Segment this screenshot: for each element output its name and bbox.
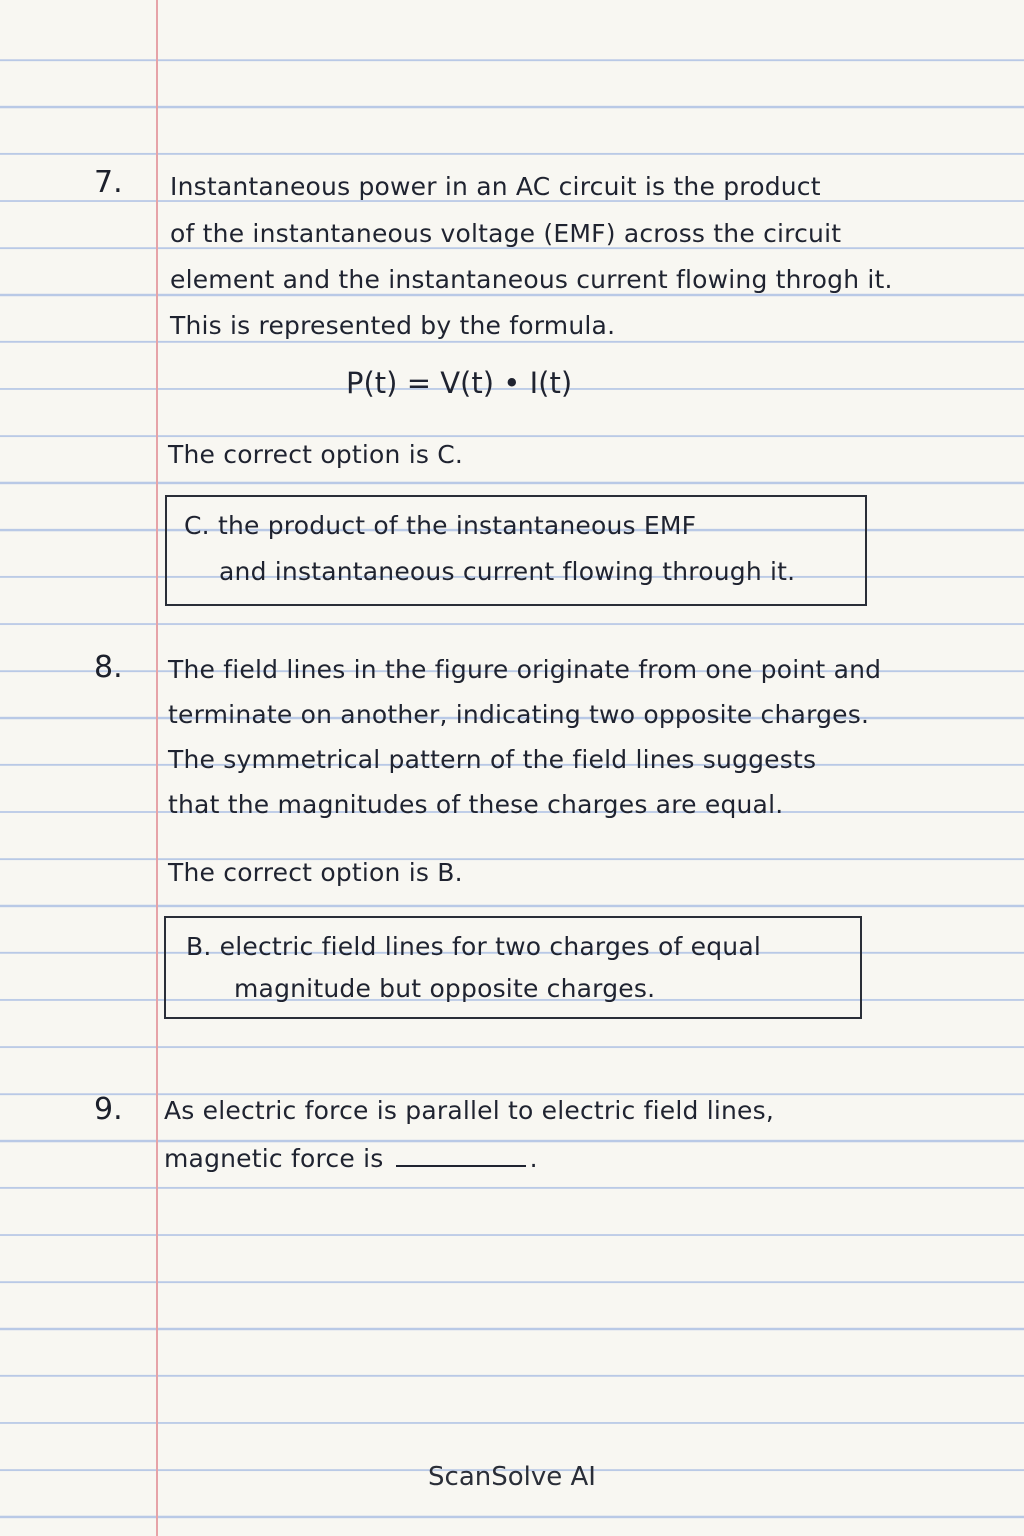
question-7-box-line-1: C. the product of the instantaneous EMF — [184, 511, 697, 540]
question-8-answer-box — [164, 916, 862, 1019]
question-9-line-1: As electric force is parallel to electric field lines, — [164, 1096, 775, 1125]
question-7-answer-box — [165, 495, 867, 606]
question-8-line-4: that the magnitudes of these charges are equal. — [168, 790, 784, 819]
margin-line — [156, 0, 158, 1536]
question-9-line-2 — [164, 1144, 538, 1173]
question-7-line-4: This is represented by the formula. — [170, 311, 616, 340]
question-7-line-1: Instantaneous power in an AC circuit is the product — [170, 172, 821, 201]
question-7-box-line-2: and instantaneous current flowing through it. — [219, 557, 796, 586]
question-8-answer: The correct option is B. — [168, 858, 463, 887]
question-8-box-line-1: B. electric field lines for two charges of equal — [186, 932, 761, 961]
watermark: ScanSolve AI — [428, 1462, 596, 1492]
power-formula: P(t) = V(t) • I(t) — [346, 366, 573, 400]
question-7-answer: The correct option is C. — [168, 440, 464, 469]
question-7-line-2: of the instantaneous voltage (EMF) across the circuit — [170, 219, 842, 248]
question-7-line-3: element and the instantaneous current flowing throgh it. — [170, 265, 893, 294]
question-9-suffix: . — [529, 1144, 538, 1173]
question-8-line-2: terminate on another, indicating two opposite charges. — [168, 700, 870, 729]
question-8-line-1: The field lines in the figure originate from one point and — [168, 655, 882, 684]
question-7-number: 7. — [94, 165, 123, 200]
answer-blank[interactable] — [396, 1145, 526, 1167]
question-8-line-3: The symmetrical pattern of the field lines suggests — [168, 745, 817, 774]
question-9-number: 9. — [94, 1092, 123, 1127]
question-8-number: 8. — [94, 650, 123, 685]
question-8-box-line-2: magnitude but opposite charges. — [234, 974, 656, 1003]
question-9-prefix: magnetic force is — [164, 1144, 384, 1173]
